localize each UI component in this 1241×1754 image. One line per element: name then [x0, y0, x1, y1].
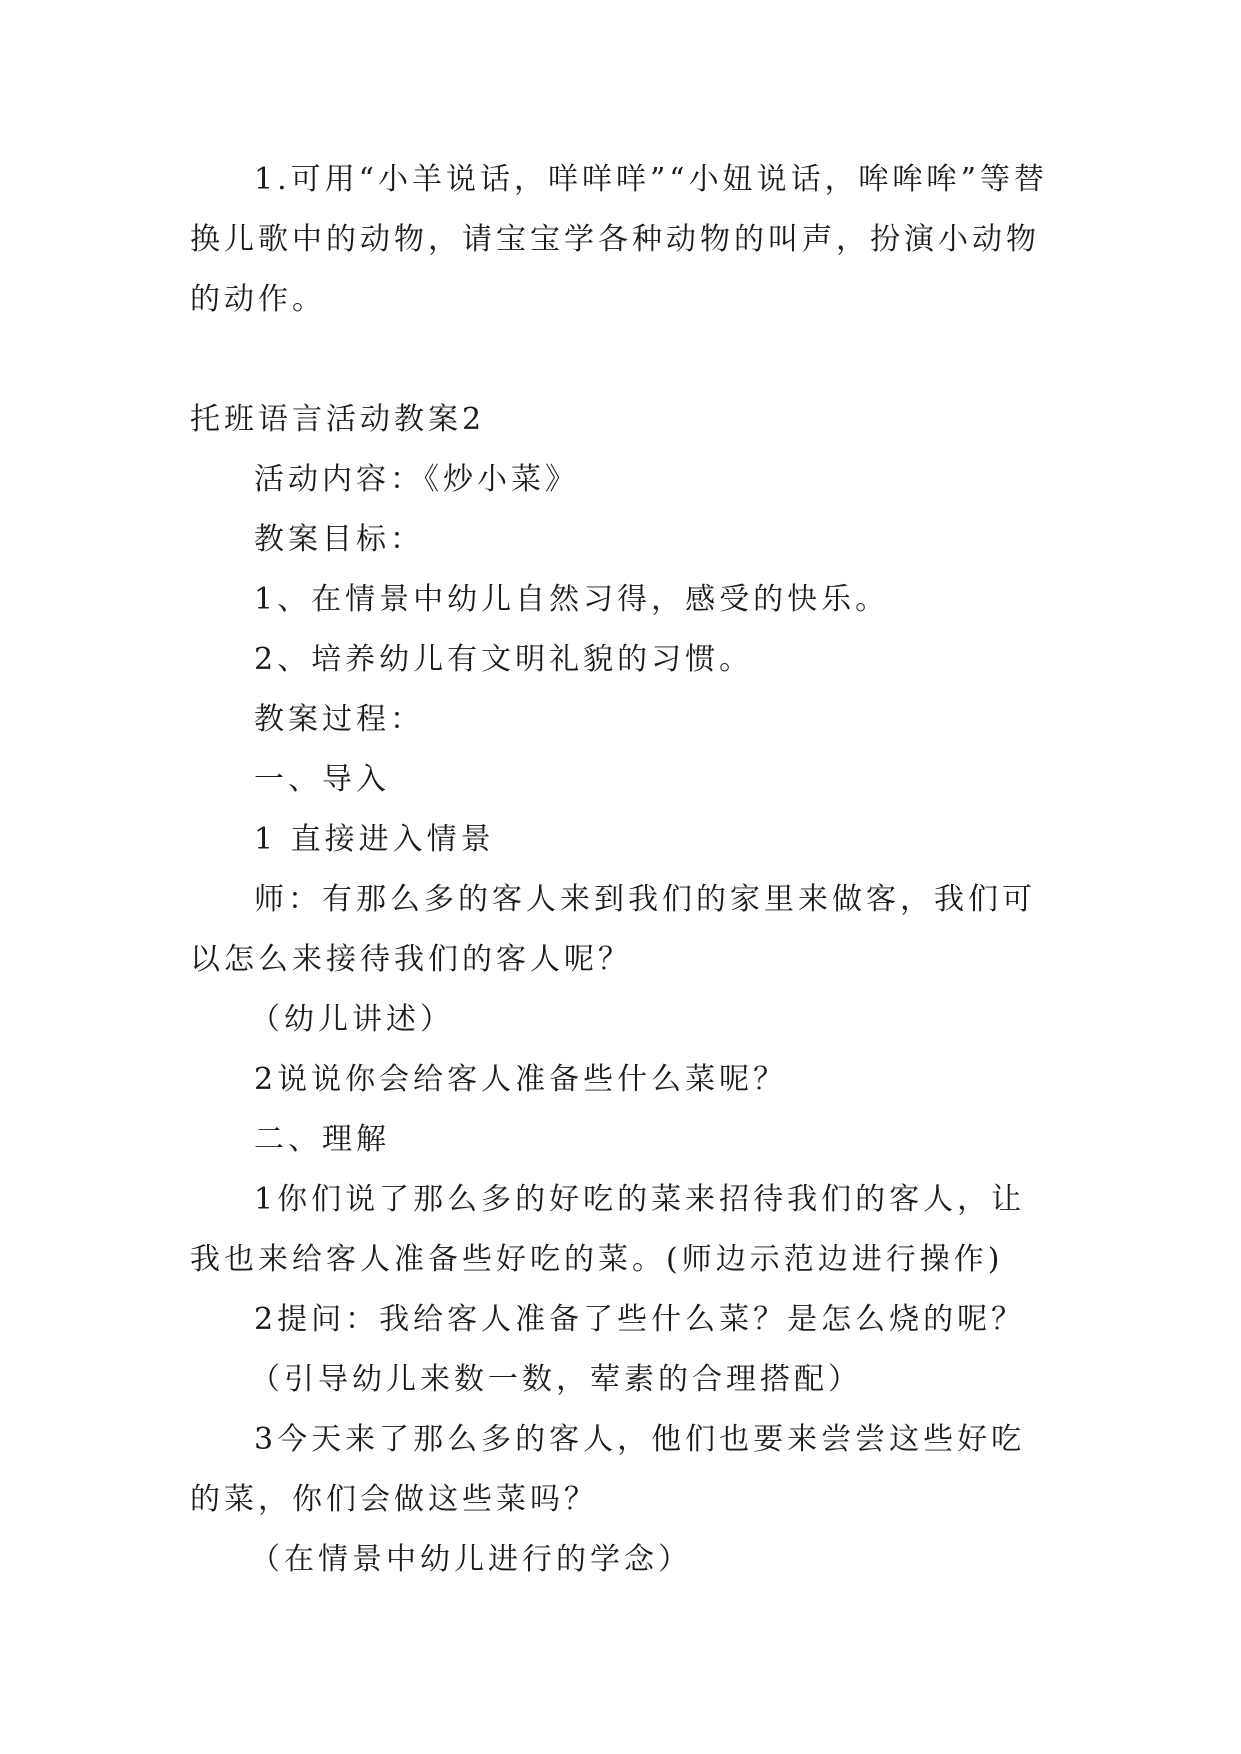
paragraph-learning-note: （在情景中幼儿进行的学念）	[250, 1542, 692, 1577]
paragraph-teacher-question: 师：有那么多的客人来到我们的家里来做客，我们可以怎么来接待我们的客人呢？	[190, 882, 1036, 977]
paragraph-intro-title: 一、导入	[254, 762, 390, 797]
paragraph-intro-step-2: 2说说你会给客人准备些什么菜呢？	[254, 1062, 788, 1097]
paragraph-understand-title: 二、理解	[254, 1122, 390, 1157]
paragraph-goals-title: 教案目标：	[254, 522, 424, 557]
paragraph-goal-2: 2、培养幼儿有文明礼貌的习惯。	[254, 642, 754, 677]
paragraph-process-title: 教案过程：	[254, 702, 424, 737]
section-heading: 托班语言活动教案2	[190, 402, 486, 437]
document-page	[190, 150, 1050, 1590]
paragraph-understand-step-3: 3今天来了那么多的客人，他们也要来尝尝这些好吃的菜，你们会做这些菜吗？	[190, 1422, 1026, 1517]
paragraph-animal-sounds: 1.可用“小羊说话，咩咩咩”“小妞说话，哞哞哞”等替换儿歌中的动物，请宝宝学各种动物的叫声，扮演小动物的动作。	[190, 162, 1048, 317]
paragraph-counting-note: （引导幼儿来数一数，荤素的合理搭配）	[250, 1362, 862, 1397]
paragraph-understand-step-2: 2提问：我给客人准备了些什么菜？是怎么烧的呢？	[254, 1302, 1026, 1337]
paragraph-intro-step-1: 1 直接进入情景	[254, 822, 495, 857]
paragraph-understand-step-1: 1你们说了那么多的好吃的菜来招待我们的客人，让我也来给客人准备些好吃的菜。(师边示范边进行操作)	[190, 1182, 1026, 1277]
paragraph-child-narration: （幼儿讲述）	[250, 1002, 454, 1037]
paragraph-goal-1: 1、在情景中幼儿自然习得，感受的快乐。	[254, 582, 890, 617]
paragraph-activity-content: 活动内容：《炒小菜》	[254, 462, 579, 497]
